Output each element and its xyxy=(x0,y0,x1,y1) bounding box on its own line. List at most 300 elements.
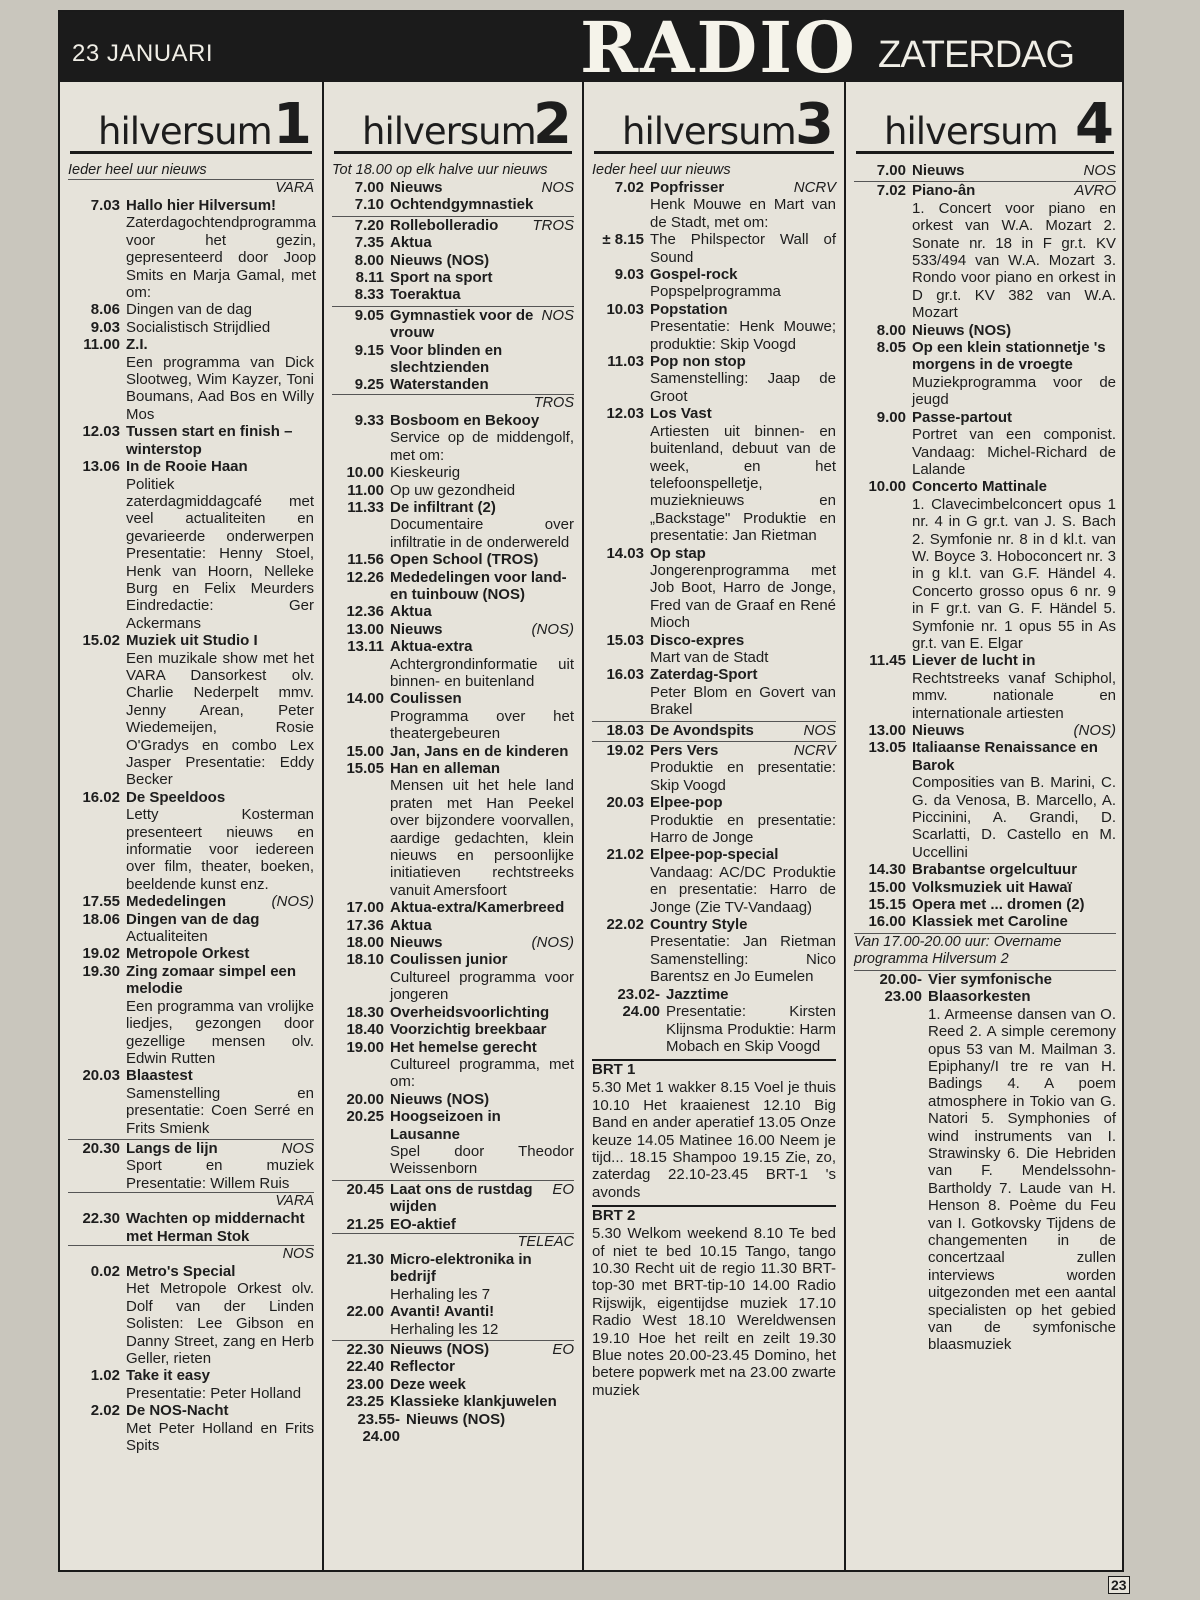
program-time: 1.02 xyxy=(90,1367,120,1385)
program-entry xyxy=(68,301,314,318)
program-body xyxy=(912,182,1116,321)
program-entry xyxy=(854,162,1116,179)
program-body xyxy=(390,1376,574,1393)
program-title: Klassieke klankjuwelen xyxy=(390,1393,557,1411)
program-description: Herhaling les 7 xyxy=(390,1285,491,1303)
program-body xyxy=(912,879,1116,896)
program-body xyxy=(126,945,314,962)
program-description: Een programma van Dick Slootweg, Wim Kayzer, Toni Boumans, Aad Bos en Willy Mos xyxy=(126,353,314,423)
program-entry xyxy=(68,423,314,458)
program-description: Programma over het theatergebeuren xyxy=(390,707,574,743)
program-title: Toeraktua xyxy=(390,286,461,304)
program-body xyxy=(650,794,836,846)
program-body xyxy=(390,917,574,934)
program-time: 8.06 xyxy=(90,301,120,319)
program-time: 20.25 xyxy=(346,1108,384,1126)
program-body xyxy=(390,1251,574,1303)
program-body xyxy=(390,1393,574,1410)
program-description: Cultureel programma, met om: xyxy=(390,1055,574,1091)
program-time: 22.30 xyxy=(346,1341,384,1358)
program-time: 18.00 xyxy=(346,934,384,952)
program-time: 18.30 xyxy=(346,1003,384,1021)
program-title: Tussen start en finish – winterstop xyxy=(126,423,293,458)
program-body xyxy=(126,458,314,632)
program-time: ± 8.15 xyxy=(602,231,644,249)
header-date: 23 JANUARI xyxy=(72,40,214,67)
program-title: Country Style xyxy=(650,916,748,934)
program-body xyxy=(390,1091,574,1108)
program-description: Op uw gezondheid xyxy=(390,481,516,499)
program-body xyxy=(390,621,574,638)
radio-guide-page xyxy=(58,6,1124,1572)
program-time: 17.00 xyxy=(346,899,384,917)
program-body xyxy=(650,666,836,718)
program-entry xyxy=(332,412,574,464)
station-number: 3 xyxy=(795,92,834,157)
program-body xyxy=(126,423,314,458)
program-title: (NOS) Mededelingen xyxy=(126,893,314,911)
program-body xyxy=(390,760,574,899)
program-title: Gospel-rock xyxy=(650,266,738,284)
broadcaster-tag: NOS xyxy=(541,306,574,324)
program-title: Op een klein stationnetje 's morgens in de vroegte xyxy=(912,339,1106,374)
program-entry xyxy=(68,1367,314,1402)
program-body xyxy=(390,934,574,951)
program-time: 7.02 xyxy=(614,179,644,196)
station-name: hilversum xyxy=(884,110,1058,153)
program-time: 10.03 xyxy=(606,300,644,318)
program-body xyxy=(912,162,1116,179)
program-description: Composities van B. Marini, C. G. da Venosa, B. Marcello, A. Piccinini, A. Grandi, D. Scarlatti, D. Castello en M. Uccellini xyxy=(912,774,1116,861)
program-time: 8.00 xyxy=(876,321,906,339)
broadcaster-tag: (NOS) xyxy=(271,893,314,911)
program-description: Herhaling les 12 xyxy=(390,1320,499,1338)
program-body xyxy=(126,197,316,301)
program-body xyxy=(126,1140,314,1192)
program-title: (NOS) Nieuws xyxy=(912,722,1116,739)
program-body xyxy=(912,739,1116,861)
program-entry xyxy=(332,1091,574,1108)
program-entry xyxy=(854,652,1116,722)
program-time: 11.03 xyxy=(607,353,644,371)
program-time: 11.45 xyxy=(869,652,906,670)
program-entry xyxy=(592,794,836,846)
program-body xyxy=(390,307,574,342)
broadcaster-label: NOS xyxy=(68,1245,314,1263)
program-description: Service op de middengolf, met om: xyxy=(390,429,574,464)
program-time: 21.02 xyxy=(606,846,644,864)
program-time: 23.02-24.00 xyxy=(617,985,660,1021)
program-description: Kieskeurig xyxy=(390,464,461,482)
program-time: 23.00 xyxy=(346,1375,384,1393)
broadcaster-tag: NCRV xyxy=(793,742,836,759)
program-title: (NOS) Nieuws xyxy=(390,620,574,638)
program-time: 8.00 xyxy=(354,251,384,269)
program-description: Een muzikale show met het VARA Dansorkest olv. Charlie Nederpelt mmv. Jenny Arean, Peter Wiedemeijen, Rosie O'Gradys en combo Lex Jasper Presentatie: Eddy Becker xyxy=(126,649,314,789)
program-title: Popstation xyxy=(650,300,728,318)
program-title: De NOS-Nacht xyxy=(126,1402,229,1420)
program-time: 11.56 xyxy=(347,551,384,569)
program-body xyxy=(650,846,836,916)
program-body xyxy=(126,1263,314,1367)
broadcaster-tag: NOS xyxy=(281,1139,314,1157)
program-entry xyxy=(854,861,1116,878)
program-time: 8.33 xyxy=(354,286,384,304)
program-time: 14.03 xyxy=(606,544,644,562)
program-description: Mart van de Stadt xyxy=(650,648,769,666)
broadcaster-tag: (NOS) xyxy=(1073,722,1116,739)
program-body xyxy=(912,722,1116,739)
program-title: Aktua-extra/Kamerbreed xyxy=(390,899,565,917)
station-number: 2 xyxy=(533,92,572,157)
brt-schedule: 5.30 Met 1 wakker 8.15 Voel je thuis 10.10 Het kraaienest 12.10 Big Band en ander aperatief 13.05 Onze keuze 14.05 Matinee 16.00 Neem je tijd... 18.15 Shampoo 19.15 Zie, zo, zaterdag 22.10-23.45 BRT-1 's avonds xyxy=(592,1079,836,1201)
program-entry xyxy=(854,739,1116,861)
program-entry xyxy=(332,1216,574,1233)
broadcaster-label: VARA xyxy=(68,179,314,197)
program-entry xyxy=(68,632,314,789)
broadcaster-tag: NOS xyxy=(541,179,574,196)
station-name: hilversum xyxy=(362,110,536,153)
program-description: 1. Concert voor piano en orkest van W.A. Mozart 2. Sonate nr. 18 in F gr.t. KV 533/494 van W.A. Mozart 3. Rondo voor piano en orkest in D gr.t. KV 382 van W.A. Mozart xyxy=(912,199,1116,322)
program-time: 19.00 xyxy=(346,1038,384,1056)
program-description: Henk Mouwe en Mart van de Stadt, met om: xyxy=(650,196,836,231)
program-title: Overheidsvoorlichting xyxy=(390,1003,550,1021)
header-day: ZATERDAG xyxy=(878,34,1075,76)
schedule-note: Ieder heel uur nieuws xyxy=(592,162,731,178)
program-entry xyxy=(592,632,836,667)
program-time: 9.03 xyxy=(614,266,644,284)
program-body xyxy=(912,652,1116,722)
program-time: 22.00 xyxy=(346,1303,384,1321)
program-body xyxy=(126,301,314,318)
program-entry xyxy=(68,945,314,962)
schedule-note: Ieder heel uur nieuws xyxy=(68,162,207,178)
program-entry xyxy=(854,896,1116,913)
program-description: Rechtstreeks vanaf Schiphol, mmv. nationale en internationale artiesten xyxy=(912,669,1116,722)
program-entry xyxy=(68,789,314,893)
program-title: Zing zomaar simpel een melodie xyxy=(126,962,297,998)
page-number: 23 xyxy=(1108,1576,1130,1594)
brt-schedule: 5.30 Welkom weekend 8.10 Te bed of niet te bed 10.15 Tango, tango 10.30 Recht uit de regio 11.30 BRT-top-30 met BRT-tip-10 14.00 Radio Rijswijk, eigentijdse muziek 17.10 Radio West 18.10 Wereldwensen 19.10 Hoe het reilt en zeilt 19.30 Blue notes 20.00-23.45 Domino, het betere popwerk met na 23.00 zwarte muziek xyxy=(592,1225,836,1399)
program-description: Letty Kosterman presenteert nieuws en informatie voor iedereen over film, theater, boeken, beeldende kunst enz. xyxy=(126,806,314,893)
program-entry xyxy=(332,638,574,690)
program-description: Politiek zaterdagmiddagcafé met veel actualiteiten en gevarieerde onderwerpen Presentatie: Henny Stoel, Henk van Hoorn, Nelleke Burg en Felix Meurders Eindredactie: Ger Ackermans xyxy=(126,475,314,632)
program-body xyxy=(390,376,574,393)
program-title: Coulissen junior xyxy=(390,951,508,969)
program-title: Wachten op middernacht met Herman Stok xyxy=(126,1210,305,1245)
program-entry xyxy=(332,1393,574,1410)
program-body xyxy=(650,266,836,301)
broadcaster-tag: (NOS) xyxy=(531,934,574,952)
program-body xyxy=(126,789,314,893)
station-title xyxy=(70,82,312,157)
program-title: De infiltrant (2) xyxy=(390,498,496,516)
program-description: Socialistisch Strijdlied xyxy=(126,318,271,336)
program-body xyxy=(928,971,1116,1354)
program-entry xyxy=(68,197,317,302)
program-time: 16.02 xyxy=(82,788,120,806)
program-description: Achtergrondinformatie uit binnen- en buitenland xyxy=(390,655,574,690)
program-entry xyxy=(332,917,574,934)
program-body xyxy=(650,916,836,986)
program-entry xyxy=(332,252,574,269)
program-title: Open School (TROS) xyxy=(390,551,539,569)
program-entry xyxy=(68,1139,314,1192)
program-time: 12.36 xyxy=(346,603,384,621)
program-time: 18.40 xyxy=(346,1021,384,1039)
program-body xyxy=(912,339,1116,409)
program-entry xyxy=(68,1263,314,1367)
program-time: 21.25 xyxy=(346,1215,384,1233)
program-time: 8.11 xyxy=(355,269,384,287)
broadcaster-tag: EO xyxy=(552,1180,574,1198)
program-body xyxy=(406,1411,574,1446)
program-time: 17.36 xyxy=(346,916,384,934)
program-entry xyxy=(332,179,574,196)
program-entry xyxy=(592,846,836,916)
program-description: Actualiteiten xyxy=(126,928,208,946)
program-body xyxy=(390,1004,574,1021)
station-title xyxy=(334,82,572,157)
program-title: Micro-elektronika in bedrijf xyxy=(390,1250,532,1286)
station-title xyxy=(594,82,834,157)
program-entry xyxy=(592,301,836,353)
program-entry xyxy=(332,1411,574,1446)
program-title: Jazztime xyxy=(666,985,729,1003)
program-entry xyxy=(332,216,574,234)
program-entry xyxy=(592,721,836,739)
program-description: Presentatie: Peter Holland xyxy=(126,1384,302,1402)
program-entry xyxy=(332,603,574,620)
program-time: 15.02 xyxy=(82,632,120,650)
program-description: Samenstelling: Jaap de Groot xyxy=(650,370,836,405)
program-title: Avanti! Avanti! xyxy=(390,1303,495,1321)
program-body xyxy=(126,1067,314,1137)
program-time: 9.33 xyxy=(354,411,384,429)
program-description: Zaterdagochtendprogramma voor het gezin, gepresenteerd door Joop Smits en Marja Gamal, met om: xyxy=(126,214,317,302)
program-body xyxy=(126,632,314,789)
program-time: 20.45 xyxy=(346,1180,384,1198)
program-entry xyxy=(332,1021,574,1038)
program-title: NOS De Avondspits xyxy=(650,721,836,739)
program-entry xyxy=(332,286,574,303)
program-time: 11.00 xyxy=(347,481,384,499)
program-entry xyxy=(68,458,314,632)
program-title: Concerto Mattinale xyxy=(912,478,1048,496)
program-time: 15.03 xyxy=(606,631,644,649)
program-description: Muziekprogramma voor de jeugd xyxy=(912,373,1116,409)
program-body xyxy=(390,1216,574,1233)
program-description: 1. Armeense dansen van O. Reed 2. A simple ceremony opus 53 van M. Mailman 3. Epiphany/I tre re van H. Badings 4. A poem atmosphere in Tokio van G. Natori 5. Symphonies of wind instruments van I. Strawinsky 6. Die Hebriden van F. Mendelssohn-Bartholdy 7. Laude van H. Henson 8. Poème du Feu van I. Gotkovsky Tijdens de changementen in de concertzaal zullen interviews worden uitgezonden met een aantal specialisten op het gebied van de symfonische blaasmuziek xyxy=(928,1005,1116,1354)
station-column-2 xyxy=(322,82,582,1572)
program-entry xyxy=(332,306,574,342)
schedule-note: Tot 18.00 op elk halve uur nieuws xyxy=(332,162,548,178)
program-body xyxy=(650,632,836,667)
program-time: 12.03 xyxy=(82,423,120,441)
program-title: Elpee-pop xyxy=(650,794,723,812)
program-time: 12.03 xyxy=(606,405,644,423)
program-description: Cultureel programma voor jongeren xyxy=(390,968,574,1004)
broadcaster-label: VARA xyxy=(68,1192,314,1210)
program-time: 15.00 xyxy=(868,878,906,896)
program-title: Passe-partout xyxy=(912,408,1013,426)
program-description: Een programma van vrolijke liedjes, gezongen door gezellige mensen olv. Edwin Rutten xyxy=(126,997,314,1067)
program-title: AVRO Piano-ân xyxy=(912,182,1116,200)
program-entry xyxy=(332,1340,574,1358)
program-description: Mensen uit het hele land praten met Han Peekel over bijzondere voorvallen, aardige gedachten, klein nieuws en persoonlijke initiatieven rechtstreeks vanuit Amersfoort xyxy=(390,777,574,899)
broadcaster-tag: TROS xyxy=(532,216,574,234)
program-body xyxy=(912,861,1116,878)
program-description: Produktie en presentatie: Harro de Jonge xyxy=(650,811,836,847)
program-title: Han en alleman xyxy=(390,760,501,777)
program-time: 13.00 xyxy=(868,722,906,739)
program-title: Deze week xyxy=(390,1375,466,1393)
program-time: 7.00 xyxy=(354,179,384,196)
program-title: Aktua xyxy=(390,916,432,934)
program-title: Los Vast xyxy=(650,405,712,423)
program-body xyxy=(390,1039,574,1091)
program-time: 15.05 xyxy=(346,760,384,777)
program-body xyxy=(126,1402,314,1454)
program-body xyxy=(126,963,314,1067)
program-entry xyxy=(332,1358,574,1375)
broadcaster-tag: EO xyxy=(552,1341,574,1358)
program-title: Het hemelse gerecht xyxy=(390,1038,537,1056)
program-title: NOS Langs de lijn xyxy=(126,1139,314,1157)
program-entry xyxy=(68,336,314,423)
program-time: 7.35 xyxy=(354,234,384,252)
program-body xyxy=(650,405,836,544)
header-title: RADIO xyxy=(580,6,857,89)
program-description: Dingen van de dag xyxy=(126,301,252,319)
program-entry xyxy=(68,1210,314,1245)
program-description: Presentatie: Jan Rietman Samenstelling: Nico Barentsz en Jo Eumelen xyxy=(650,933,836,986)
program-time: 18.10 xyxy=(346,951,384,969)
program-description: Samenstelling en presentatie: Coen Serré en Frits Smienk xyxy=(126,1084,314,1137)
program-time: 19.30 xyxy=(82,962,120,980)
program-entry xyxy=(592,741,836,794)
program-title: Jan, Jans en de kinderen xyxy=(390,742,569,760)
program-description: Portret van een componist. Vandaag: Michel-Richard de Lalande xyxy=(912,426,1116,478)
program-time: 10.00 xyxy=(346,464,384,482)
program-body xyxy=(390,1358,574,1375)
station-name: hilversum xyxy=(622,110,796,153)
program-time: 9.15 xyxy=(354,341,384,359)
program-title: Opera met ... dromen (2) xyxy=(912,896,1085,914)
program-entry xyxy=(332,1039,574,1091)
program-body xyxy=(390,951,574,1003)
program-body xyxy=(126,911,314,946)
program-time: 19.02 xyxy=(82,945,120,963)
program-title: Zaterdag-Sport xyxy=(650,666,758,684)
program-body xyxy=(390,551,574,568)
program-title: Voor blinden en slechtzienden xyxy=(390,341,503,377)
program-entry xyxy=(332,234,574,251)
program-entry xyxy=(854,181,1116,321)
program-body xyxy=(912,409,1116,479)
program-time: 7.02 xyxy=(876,182,906,200)
program-entry xyxy=(332,621,574,638)
program-title: EO-aktief xyxy=(390,1215,456,1233)
program-entry xyxy=(332,760,574,899)
program-body xyxy=(390,1021,574,1038)
program-time: 19.02 xyxy=(606,742,644,759)
program-entry xyxy=(332,934,574,951)
program-title: NOS Gymnastiek voor de vrouw xyxy=(390,306,574,342)
program-body xyxy=(390,412,574,464)
program-time: 9.05 xyxy=(354,306,384,324)
program-body xyxy=(650,742,836,794)
program-time: 7.03 xyxy=(90,197,120,214)
program-title: De Speeldoos xyxy=(126,788,226,806)
program-entry xyxy=(332,951,574,1003)
program-entry xyxy=(68,319,314,336)
program-description: Artiesten uit binnen- en buitenland, debuut van de week, en het telefoonspelletje, muzieknieuws en „Backstage" Produktie en presentatie: Jan Rietman xyxy=(650,422,836,545)
program-title: Reflector xyxy=(390,1358,456,1376)
program-time: 7.00 xyxy=(876,162,906,179)
program-body xyxy=(390,464,574,481)
program-time: 20.03 xyxy=(82,1067,120,1085)
program-entry xyxy=(332,569,574,604)
program-time: 9.25 xyxy=(354,376,384,394)
program-entry xyxy=(854,970,1116,1354)
program-title: Voorzichtig breekbaar xyxy=(390,1021,547,1039)
program-entry xyxy=(68,911,314,946)
program-body xyxy=(912,322,1116,339)
program-entry xyxy=(68,1067,314,1137)
program-title: TROS Rollebolleradio xyxy=(390,216,574,234)
broadcaster-tag: NOS xyxy=(1083,162,1116,179)
broadcaster-tag: NOS xyxy=(803,721,836,739)
program-body xyxy=(650,353,836,405)
program-time: 16.03 xyxy=(606,666,644,684)
program-body xyxy=(912,478,1116,652)
schedule-note: Van 17.00-20.00 uur: Overname programma Hilversum 2 xyxy=(854,933,1116,968)
program-body xyxy=(126,1210,314,1245)
program-title: (NOS) Nieuws xyxy=(390,934,574,952)
program-time: 23.25 xyxy=(346,1393,384,1411)
program-entry xyxy=(332,482,574,499)
program-entry xyxy=(592,545,836,632)
program-title: Elpee-pop-special xyxy=(650,846,779,864)
program-title: Nieuws (NOS) xyxy=(912,321,1012,339)
program-description: Produktie en presentatie: Skip Voogd xyxy=(650,759,836,794)
brt-heading: BRT 2 xyxy=(592,1205,836,1225)
program-body xyxy=(390,638,574,690)
program-title: In de Rooie Haan xyxy=(126,458,248,476)
program-description: Popspelprogramma xyxy=(650,283,781,301)
program-entry xyxy=(332,1108,574,1178)
program-time: 10.00 xyxy=(868,478,906,496)
program-title: Disco-expres xyxy=(650,631,745,649)
program-body xyxy=(912,913,1116,930)
program-description: Vandaag: AC/DC Produktie en presentatie: Harro de Jonge (Zie TV-Vandaag) xyxy=(650,863,836,916)
broadcaster-tag: NCRV xyxy=(793,179,836,196)
program-time: 22.02 xyxy=(606,916,644,934)
program-description: The Philspector Wall of Sound xyxy=(650,231,836,266)
program-body xyxy=(390,1303,574,1338)
broadcaster-tag: AVRO xyxy=(1074,182,1116,200)
program-body xyxy=(390,269,574,286)
program-time: 22.30 xyxy=(82,1210,120,1228)
program-time: 9.03 xyxy=(90,318,120,336)
program-title: Metropole Orkest xyxy=(126,945,250,963)
station-column-4 xyxy=(844,82,1124,1572)
program-time: 9.00 xyxy=(876,408,906,426)
program-entry xyxy=(592,353,836,405)
program-time: 20.00 xyxy=(346,1090,384,1108)
program-entry xyxy=(332,1004,574,1021)
